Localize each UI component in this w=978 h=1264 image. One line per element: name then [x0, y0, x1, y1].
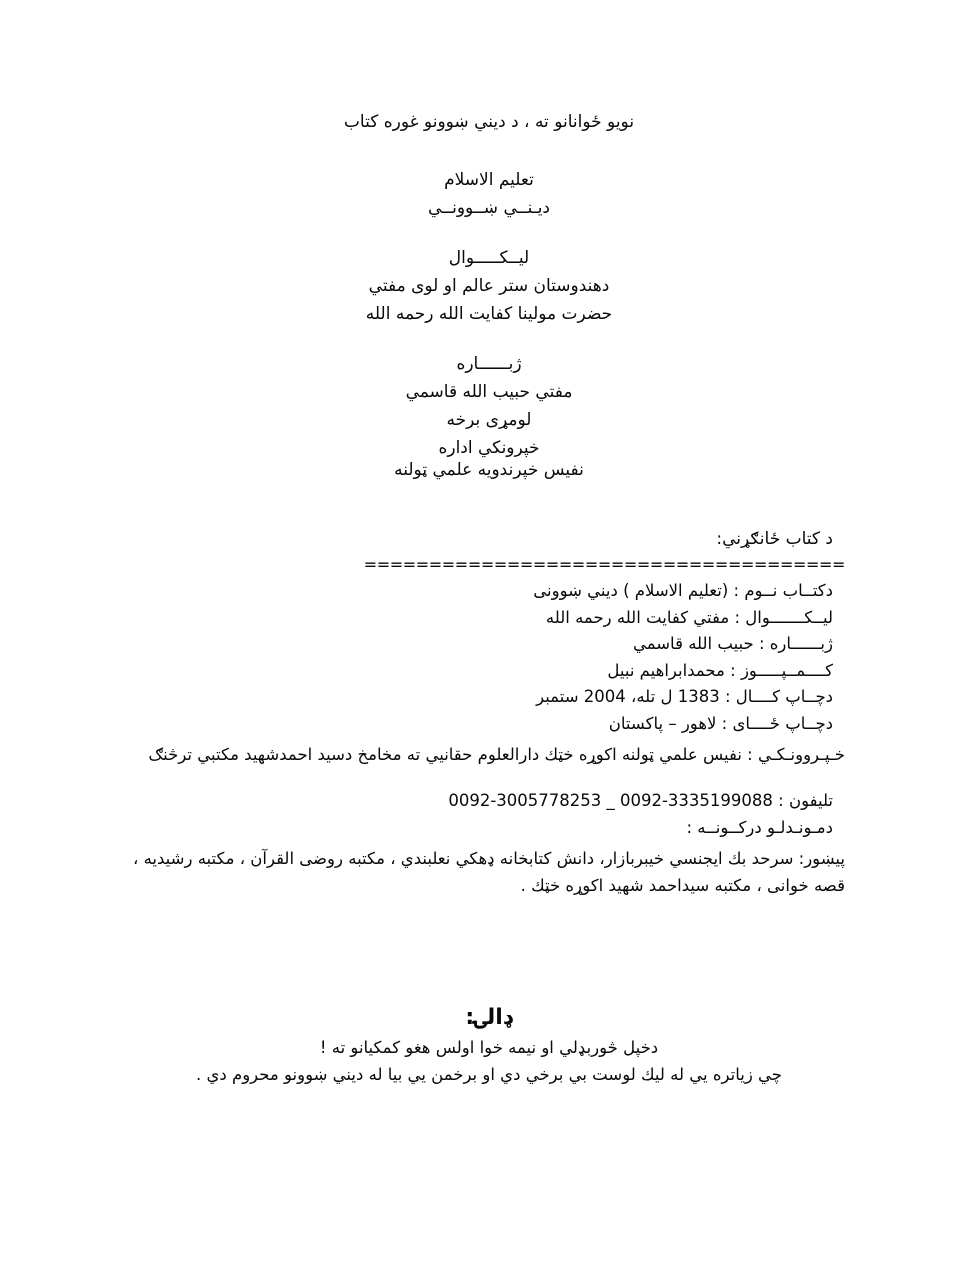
publisher-name: نفیس خپرندویه علمي ټولنه [394, 460, 584, 480]
metadata-row-translator: ژبــــــاره : حبیب الله قاسمي [632, 634, 833, 653]
dedication-line-2: چي زیاتره یي له لیك لوست بي برخي دي او برخمن یي بیا له دیني ښوونو محروم دي . [195, 1065, 782, 1084]
author-description: دهندوستان ستر عالم او لوی مفتي [368, 276, 610, 296]
sources-label: دمـونـدلـو درکــونــه : [686, 818, 833, 837]
contact-block [133, 787, 845, 899]
cover-title-sub: دیـنــي ښــوونــي [427, 198, 550, 218]
book-metadata-section [0, 524, 978, 899]
metadata-row-title: دکتــاب نــوم : (تعلیم الاسلام ) دیني ښوونی [533, 581, 833, 600]
metadata-row-year: دچــاپ کــــال : 1383 ل تله، 2004 ستمبر [536, 687, 833, 706]
author-label: لیــکـــــوال [448, 248, 530, 268]
phone-numbers: 0092-3005778253 _ 0092-3335199088 [448, 791, 773, 810]
phone-row [133, 787, 845, 814]
metadata-divider: ===================================== [363, 555, 845, 574]
metadata-row-author: لیــکـــــــوال : مفتي کفایت الله رحمه الله [545, 607, 833, 627]
dedication-section [0, 1002, 978, 1088]
spacer [0, 136, 978, 166]
dedication-heading: ډالۍ: [465, 1005, 513, 1030]
translator-label: ژبــــــاره [456, 354, 522, 374]
cover-title-block [0, 108, 978, 462]
cover-tagline: نویو ځوانانو ته ، د دیني ښوونو غوره کتاب [343, 112, 635, 132]
metadata-heading: د کتاب ځانګړني: [716, 529, 833, 549]
metadata-row-place: دچــاپ ځــــای : لاهور – پاکستان [608, 713, 833, 733]
cover-title-main: تعلیم الاسلام [444, 170, 534, 190]
spacer [0, 222, 978, 244]
volume-part: لومړی برخه [446, 410, 532, 430]
metadata-row-composer: کــــمــپـــــوز : محمدابراهیم نبیل [607, 660, 833, 680]
translator-name: مفتي حبیب الله قاسمي [405, 382, 573, 402]
spacer [0, 328, 978, 350]
author-name: حضرت مولینا کفایت الله رحمه الله [365, 304, 613, 324]
bookstores-list: پیښور: سرحد بك ایجنسي خیبربازار، دانش كتابخانه ډهكي نعلبندي ، مكتبه روضی القرآن ، مكتبه رشیدیه ، قصه خوانی ، مكتبه سیداحمد شهید اكوړه خټك . [133, 849, 845, 895]
dedication-line-1: دخپل څوربډلي او نیمه خوا اولس هغو كمكیانو ته ! [319, 1038, 659, 1057]
phone-label: تلیفون : [778, 791, 833, 810]
publisher-label: خپرونکي اداره [438, 438, 540, 458]
metadata-row-distributor: خـپـروونـکـي : نفیس علمي ټولنه اکوړه خټك دارالعلوم حقانیي ته مخامخ دسید احمدشهید مكتبي ترڅنګ [148, 745, 845, 764]
